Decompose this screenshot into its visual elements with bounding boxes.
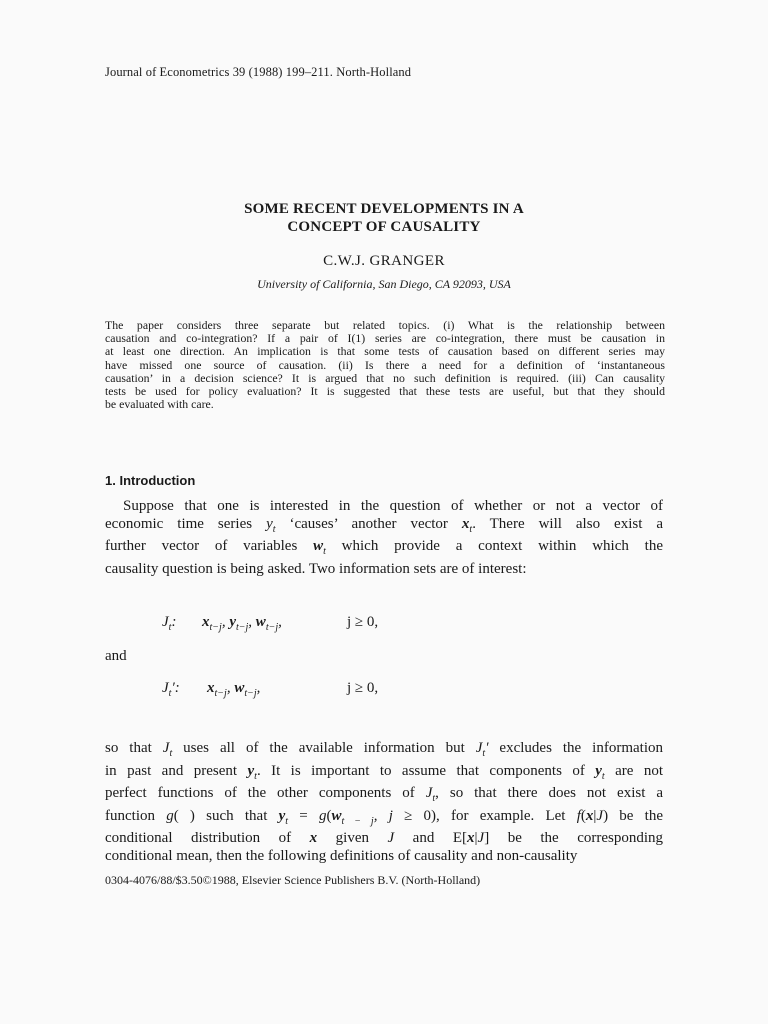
intro-paragraph-1 — [105, 498, 663, 578]
paragraph-line: so that $J_t$ uses all of the available information but $J_t'$ excludes the information — [105, 740, 663, 759]
paragraph-line: further vector of variables $w_t$ which provide a context within which the — [105, 538, 663, 558]
abstract-line: causation’ in a decision science? It is argued that no such definition is required. (iii) Can causality — [105, 370, 665, 385]
paragraph-line: economic time series $y_t$ ‘causes’ another vector $x_t$. There will also exist a — [105, 515, 664, 535]
equation-2-body: $x_{t-j}$, $w_{t-j}$, — [207, 680, 261, 699]
paragraph-line: perfect functions of the other components of $J_t$, so that there does not exist a — [105, 785, 663, 805]
paragraph-line: Suppose that one is interested in the question of whether or not a vector of — [123, 498, 663, 514]
paper-title — [0, 200, 768, 236]
abstract-line: be evaluated with care. — [105, 397, 214, 412]
author-name: C.W.J. GRANGER — [323, 253, 445, 269]
equation-1-label: $J_t$: — [162, 614, 177, 633]
paragraph-line: in past and present $y_t$. It is important to assume that components of $y_t$ are not — [105, 762, 663, 782]
author-affiliation: University of California, San Diego, CA 92093, USA — [257, 277, 511, 291]
equation-2-label: $J_t'$: — [162, 680, 180, 699]
paragraph-line: causality question is being asked. Two information sets are of interest: — [105, 560, 527, 577]
footer-copyright-note: 0304-4076/88/$3.50©1988, Elsevier Science Publishers B.V. (North-Holland) — [105, 873, 481, 887]
paragraph-line: function g( ) such that $y_t = g(w_{t - j}$, j ≥ 0), for example. Let f(x|J) be the — [105, 807, 663, 827]
abstract-line: at least one direction. An implication is that some tests of causation based on different series may — [105, 344, 665, 359]
abstract-line: The paper considers three separate but related topics. (i) What is the relationship between — [105, 318, 665, 332]
abstract-line: have missed one source of causation. (ii) Is there a need for a definition of ‘instantaneous — [105, 357, 665, 372]
intro-paragraph-2 — [105, 740, 663, 866]
abstract-line: tests be used for policy evaluation? It is suggested that these tests are useful, but that they should — [105, 384, 665, 399]
title-line-1: SOME RECENT DEVELOPMENTS IN A — [244, 201, 524, 217]
abstract — [105, 319, 665, 411]
title-line-2: CONCEPT OF CAUSALITY — [287, 219, 481, 235]
section-heading: 1. Introduction — [105, 473, 196, 488]
equation-1-body: $x_{t-j}$, $y_{t-j}$, $w_{t-j}$, — [202, 614, 282, 633]
paragraph-line: conditional distribution of x given J and E[x|J] be the corresponding — [105, 830, 664, 847]
abstract-line: causation and co-integration? If a pair of I(1) series are co-integration, there must be causation in — [105, 331, 665, 346]
equation-2-condition: j ≥ 0, — [347, 680, 379, 696]
equation-1-condition: j ≥ 0, — [347, 614, 379, 630]
and-word: and — [105, 648, 127, 664]
journal-header: Journal of Econometrics 39 (1988) 199–211. North-Holland — [105, 65, 412, 79]
paragraph-line: conditional mean, then the following definitions of causality and non-causality — [105, 847, 578, 864]
